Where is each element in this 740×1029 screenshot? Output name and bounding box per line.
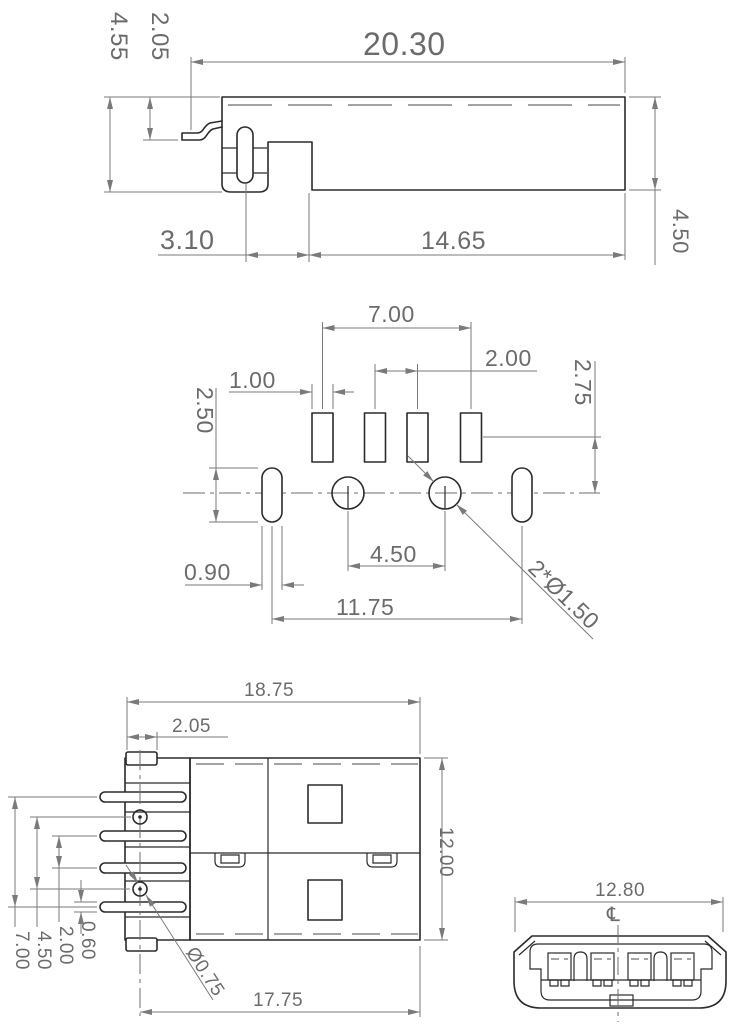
plan-view	[8, 697, 448, 1017]
side-slot	[237, 127, 253, 183]
front-divider-tabs	[574, 952, 667, 981]
plan-pin-3	[100, 863, 186, 873]
dim-plan-overall-width: 18.75	[244, 680, 295, 701]
plan-latch-1	[215, 853, 245, 867]
dim-plan-tab-width: 2.05	[172, 716, 211, 737]
dim-plan-pin-gap: 2.00	[55, 926, 76, 965]
plan-view-dimensions	[8, 697, 448, 1017]
plan-shell	[190, 758, 420, 940]
side-shell-outline	[222, 97, 625, 192]
plan-pin-4	[100, 902, 186, 912]
dim-front-overall-width: 12.80	[595, 880, 646, 901]
plan-latch-2	[367, 853, 397, 867]
solder-pad-4	[461, 413, 482, 462]
dim-pins-hole-diameter: 2*Ø1.50	[523, 554, 605, 635]
dim-side-pin-offset: 2.05	[146, 12, 173, 61]
dim-plan-hole-diameter: Ø0.75	[181, 943, 229, 1001]
plan-tab-bottom	[126, 938, 157, 951]
dim-side-height-right: 4.50	[668, 209, 693, 254]
slot-hole-2	[512, 468, 532, 522]
dim-side-slot-offset: 3.10	[160, 225, 215, 255]
plan-pin-2	[100, 831, 186, 841]
dim-side-body-length: 14.65	[421, 227, 487, 255]
dim-pins-pad-width: 1.00	[229, 367, 276, 393]
plan-window-1	[308, 785, 342, 823]
plan-tab-top	[126, 752, 157, 765]
dim-pins-pad-to-center: 2.75	[570, 359, 596, 406]
dim-plan-shell-length: 17.75	[253, 990, 304, 1011]
dim-plan-hole-span: 4.50	[33, 931, 54, 970]
solder-pad-2	[365, 413, 386, 462]
plan-hidden-lines	[196, 764, 418, 934]
dim-pins-slot-width: 0.90	[184, 559, 231, 585]
dim-plan-body-height: 12.00	[435, 827, 456, 878]
dim-pins-pad-span: 7.00	[368, 301, 415, 327]
dim-pins-pad-gap: 2.00	[485, 345, 532, 371]
plan-window-2	[308, 880, 342, 920]
dim-side-height-left: 4.55	[105, 12, 132, 61]
dim-plan-pin-span: 7.00	[11, 931, 32, 970]
dim-pins-slot-height: 2.50	[192, 387, 218, 434]
plan-pin-1	[100, 792, 186, 802]
dim-pins-hole-span: 4.50	[370, 541, 417, 567]
front-contacts	[548, 953, 694, 986]
plan-hole-2-center	[138, 887, 142, 891]
solder-pad-3	[407, 413, 428, 462]
dim-pins-slot-span: 11.75	[336, 594, 395, 620]
side-bent-pin	[182, 121, 222, 140]
dim-plan-pin-width: 0.60	[77, 921, 98, 960]
plan-hole-1-center	[138, 815, 142, 819]
solder-pad-1	[312, 413, 333, 462]
dim-side-overall-length: 20.30	[363, 26, 446, 62]
plan-housing-ribs	[125, 783, 190, 917]
front-centerline-symbol: ℄	[607, 904, 621, 926]
slot-hole-1	[262, 468, 282, 522]
